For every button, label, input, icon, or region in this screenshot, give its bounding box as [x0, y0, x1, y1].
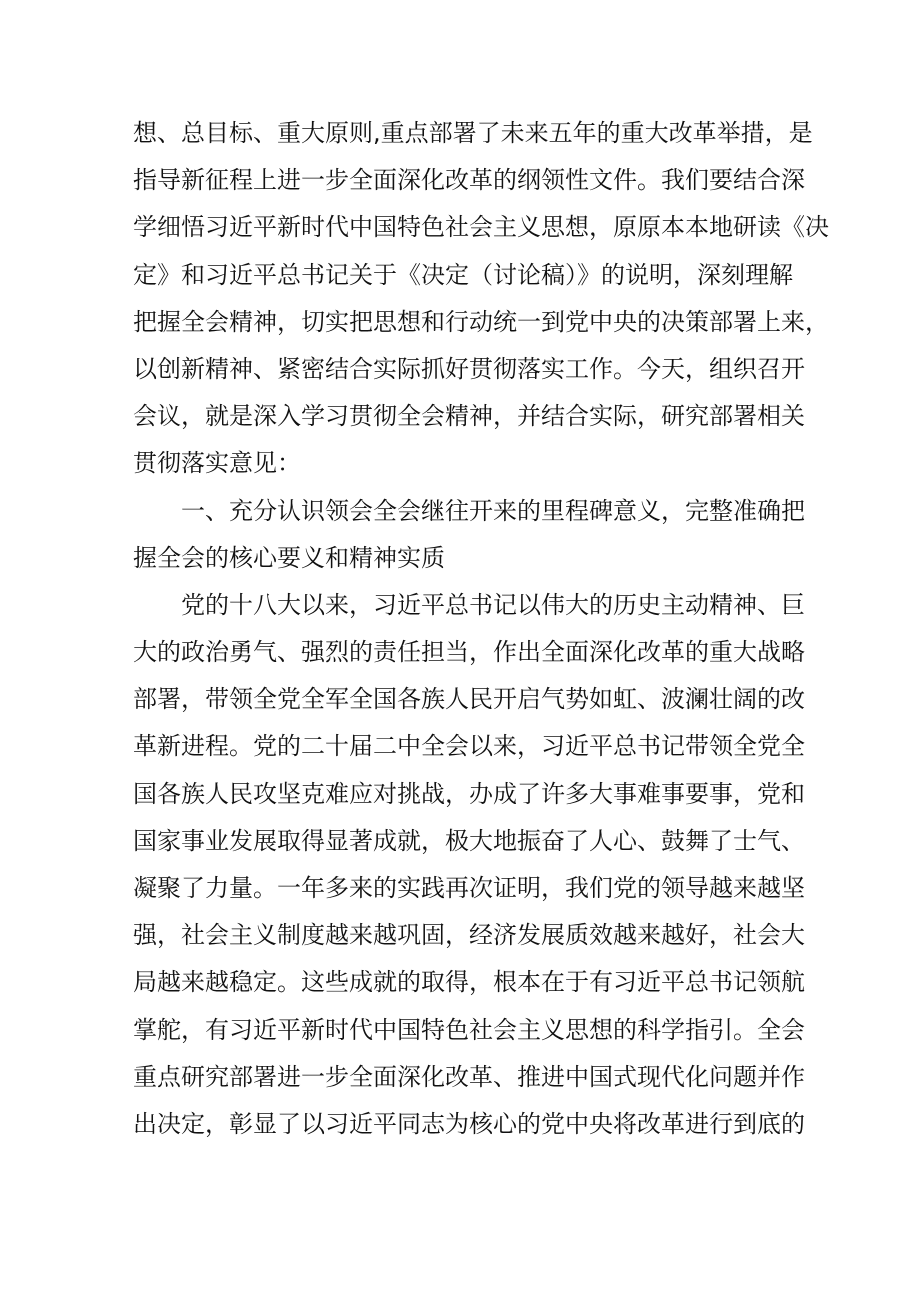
- text-line: 凝聚了力量。一年多来的实践再次证明，我们党的领导越来越坚: [133, 874, 805, 902]
- text-line: 指导新征程上进一步全面深化改革的纲领性文件。我们要结合深: [133, 166, 805, 195]
- text-line: 局越来越稳定。这些成就的取得，根本在于有习近平总书记领航: [133, 968, 805, 997]
- text-line: 定》和习近平总书记关于《决定（讨论稿）》的说明，深刻理解: [133, 260, 793, 289]
- text-line: 以创新精神、紧密结合实际抓好贯彻落实工作。今天，组织召开: [133, 354, 805, 383]
- text-line: 把握全会精神，切实把思想和行动统一到党中央的决策部署上来，: [133, 307, 829, 336]
- text-line: 党的十八大以来，习近平总书记以伟大的历史主动精神、巨: [181, 590, 805, 619]
- text-line: 掌舵，有习近平新时代中国特色社会主义思想的科学指引。全会: [133, 1015, 805, 1044]
- document-body: [133, 110, 829, 1148]
- text-line: 会议，就是深入学习贯彻全会精神，并结合实际，研究部署相关: [133, 402, 805, 431]
- text-line: 出决定，彰显了以习近平同志为核心的党中央将改革进行到底的: [133, 1109, 805, 1138]
- text-line: 学细悟习近平新时代中国特色社会主义思想，原原本本地研读《决: [133, 213, 829, 242]
- text-line: 国家事业发展取得显著成就，极大地振奋了人心、鼓舞了士气、: [133, 826, 805, 855]
- text-line: 部署，带领全党全军全国各族人民开启气势如虹、波澜壮阔的改: [133, 685, 805, 714]
- text-line: 重点研究部署进一步全面深化改革、推进中国式现代化问题并作: [133, 1062, 805, 1091]
- text-line: 大的政治勇气、强烈的责任担当，作出全面深化改革的重大战略: [133, 638, 805, 667]
- text-line: 贯彻落实意见：: [133, 449, 301, 478]
- text-line: 国各族人民攻坚克难应对挑战，办成了许多大事难事要事，党和: [133, 779, 805, 808]
- text-line: 握全会的核心要义和精神实质: [133, 543, 445, 572]
- text-line: 强，社会主义制度越来越巩固，经济发展质效越来越好，社会大: [133, 921, 805, 950]
- text-line: 革新进程。党的二十届二中全会以来，习近平总书记带领全党全: [133, 732, 805, 761]
- text-line: 一、充分认识领会全会继往开来的里程碑意义，完整准确把: [181, 496, 805, 525]
- text-line: 想、总目标、重大原则,重点部署了未来五年的重大改革举措，是: [133, 119, 813, 147]
